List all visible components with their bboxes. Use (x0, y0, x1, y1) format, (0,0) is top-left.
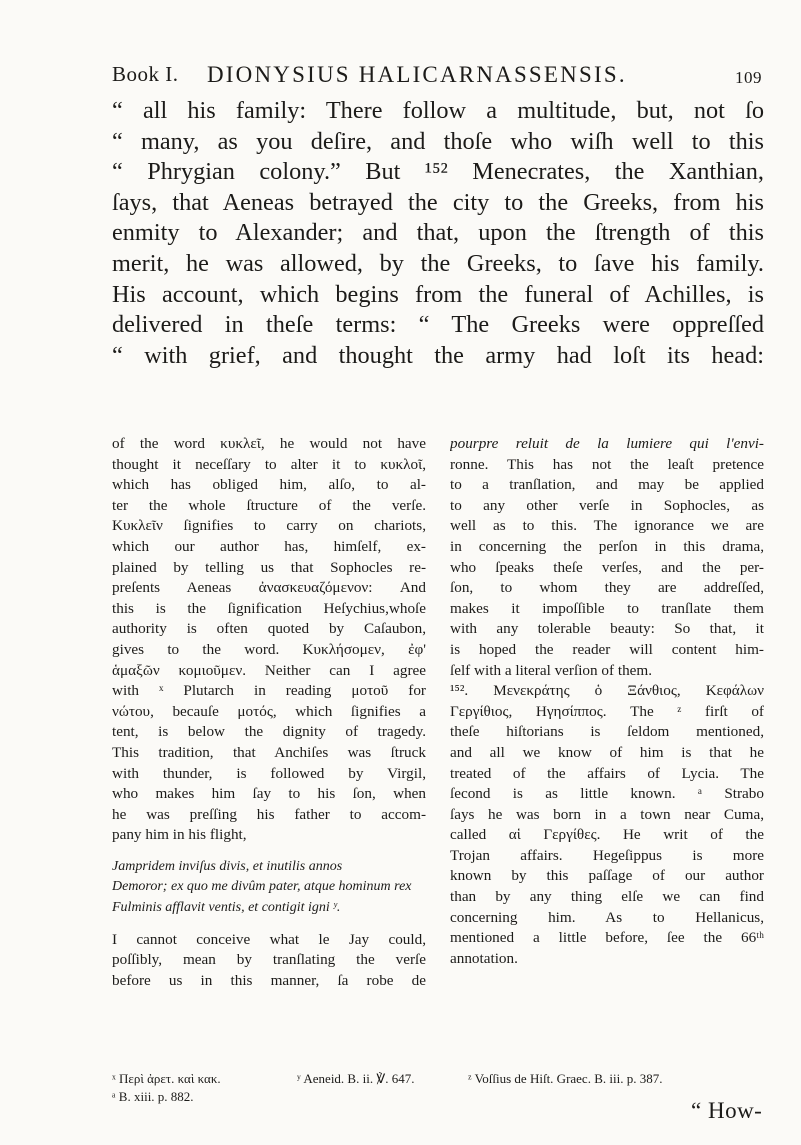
main-line: “ with grief, and thought the army had loſt its head: (112, 341, 764, 369)
note-line: of the word κυκλεῖ, he would not have (112, 435, 426, 452)
note-line: in concerning the perſon in this drama, (450, 537, 764, 555)
note-line: tent, is below the dignity of tragedy. (112, 723, 426, 741)
note-line: ſays he was born in a town near Cuma, (450, 805, 764, 823)
virgil-quote-line: Demoror; ex quo me divûm pater, atque hominum rex (112, 879, 412, 895)
note-line: ¹⁵². Μενεκράτης ὁ Ξάνθιος, Κεφάλων (450, 682, 764, 700)
note-line: is hoped the reader will content him- (450, 640, 764, 658)
note-line: ſecond is as little known. ᵃ Strabo (450, 785, 764, 803)
main-line: merit, he was allowed, by the Greeks, to ſave his family. (112, 249, 764, 277)
note-line: ter the whole ſtructure of the verſe. (112, 496, 426, 514)
footnote-x: ˣ Περὶ ἀρετ. καὶ κακ. (112, 1071, 221, 1086)
note-line: authority is often quoted by Caſaubon, (112, 620, 426, 638)
note-line: mentioned a little before, ſee the 66ᵗʰ (450, 929, 764, 947)
note-line: treated of the affairs of Lycia. The (450, 764, 764, 782)
main-line: ſays, that Aeneas betrayed the city to the Greeks, from his (112, 188, 764, 216)
note-line: ἁμαξῶν κομιοῦμεν. Neither can I agree (112, 661, 426, 679)
note-line: than by any thing elſe we can find (450, 888, 764, 906)
note-line: This tradition, that Anchiſes was ſtruck (112, 743, 426, 761)
note-line: Trojan affairs. Hegeſippus is more (450, 846, 764, 864)
running-title: DIONYSIUS HALICARNASSENSIS. (207, 62, 627, 87)
main-line: “ Phrygian colony.” But ¹⁵² Menecrates, the Xanthian, (112, 158, 764, 186)
note-line: I cannot conceive what le Jay could, (112, 930, 426, 948)
virgil-quote-line: Jampridem inviſus divis, et inutilis annos (112, 858, 343, 874)
note-line: he was preſſing his father to accom- (112, 805, 426, 823)
note-line: this is the ſignification Heſychius,whoſe (112, 599, 426, 617)
main-line: “ all his family: There follow a multitude, but, not ſo (112, 97, 764, 124)
note-line: before us in this manner, ſa robe de (112, 971, 426, 989)
note-line: with any tolerable beauty: So that, it (450, 620, 764, 638)
running-header (112, 62, 762, 96)
note-line: theſe hiſtorians is ſeldom mentioned, (450, 723, 764, 741)
note-line: with thunder, is followed by Virgil, (112, 764, 426, 782)
note-line: and all we know of him is that he (450, 743, 764, 761)
note-line: poſſibly, mean by tranſlating the verſe (112, 951, 426, 969)
main-line: delivered in theſe terms: “ The Greeks were oppreſſed (112, 311, 764, 339)
note-line: which has obliged him, alſo, to al- (112, 476, 426, 494)
note-line: Κυκλεῖν ſignifies to carry on chariots, (112, 517, 426, 535)
note-line: well as to this. The ignorance we are (450, 517, 764, 535)
note-line: plained by telling us that Sophocles re- (112, 558, 426, 576)
virgil-quote-line: Fulminis afflavit ventis, et contigit igni ʸ. (112, 900, 341, 916)
main-line: “ many, as you deſire, and thoſe who wiſh well to this (112, 127, 764, 155)
footnote-a: ᵃ B. xiii. p. 882. (112, 1089, 194, 1104)
note-line: ronne. This has not the leaſt pretence (450, 455, 764, 473)
note-line: annotation. (450, 949, 518, 967)
note-line: ſon, to whom they are addreſſed, (450, 579, 764, 597)
note-line: νώτου, becauſe μοτός, which ſignifies a (112, 702, 426, 720)
note-line: with ˣ Plutarch in reading μοτοῦ for (112, 682, 426, 700)
note-line: pany him in his flight, (112, 826, 247, 844)
book-label: Book I. (112, 62, 179, 86)
note-line: Γεργίθιος, Ηγησίππος. The ᶻ firſt of (450, 702, 764, 720)
note-line: makes it impoſſible to tranſlate them (450, 599, 764, 617)
note-line: gives to the word. Κυκλήσομεν, ἐφ' (112, 640, 426, 658)
note-line: preſents Aeneas ἀνασκευαζόμενον: And (112, 579, 426, 597)
note-line: who makes him ſay to his ſon, when (112, 785, 426, 803)
notes-left-column (112, 434, 426, 991)
main-line: enmity to Alexander; and that, upon the ſtrength of this (112, 219, 764, 247)
note-line: concerning him. As to Hellanicus, (450, 908, 764, 926)
note-line: pourpre reluit de la lumiere qui l'envi- (450, 435, 764, 452)
note-line: thought it neceſſary to alter it to κυκλοῖ, (112, 455, 426, 473)
footnote-y: ʸ Aeneid. B. ii. ℣. 647. (297, 1071, 415, 1086)
note-line: to a tranſlation, and may be applied (450, 476, 764, 494)
notes-right-column (450, 434, 764, 969)
main-line: His account, which begins from the funeral of Achilles, is (112, 280, 764, 308)
note-line: called αἱ Γεργίθες. He writ of the (450, 826, 764, 844)
catchword: “ How- (691, 1098, 763, 1123)
note-line: who ſpeaks theſe verſes, and the per- (450, 558, 764, 576)
note-line: to any other verſe in Sophocles, as (450, 496, 764, 514)
note-line: ſelf with a literal verſion of them. (450, 661, 653, 679)
footnote-z: ᶻ Voſſius de Hiſt. Graec. B. iii. p. 387. (468, 1071, 663, 1086)
page-number: 109 (735, 68, 762, 87)
note-line: known by this paſſage of our author (450, 867, 764, 885)
note-line: which our author has, himſelf, ex- (112, 537, 426, 555)
main-text (112, 96, 764, 371)
